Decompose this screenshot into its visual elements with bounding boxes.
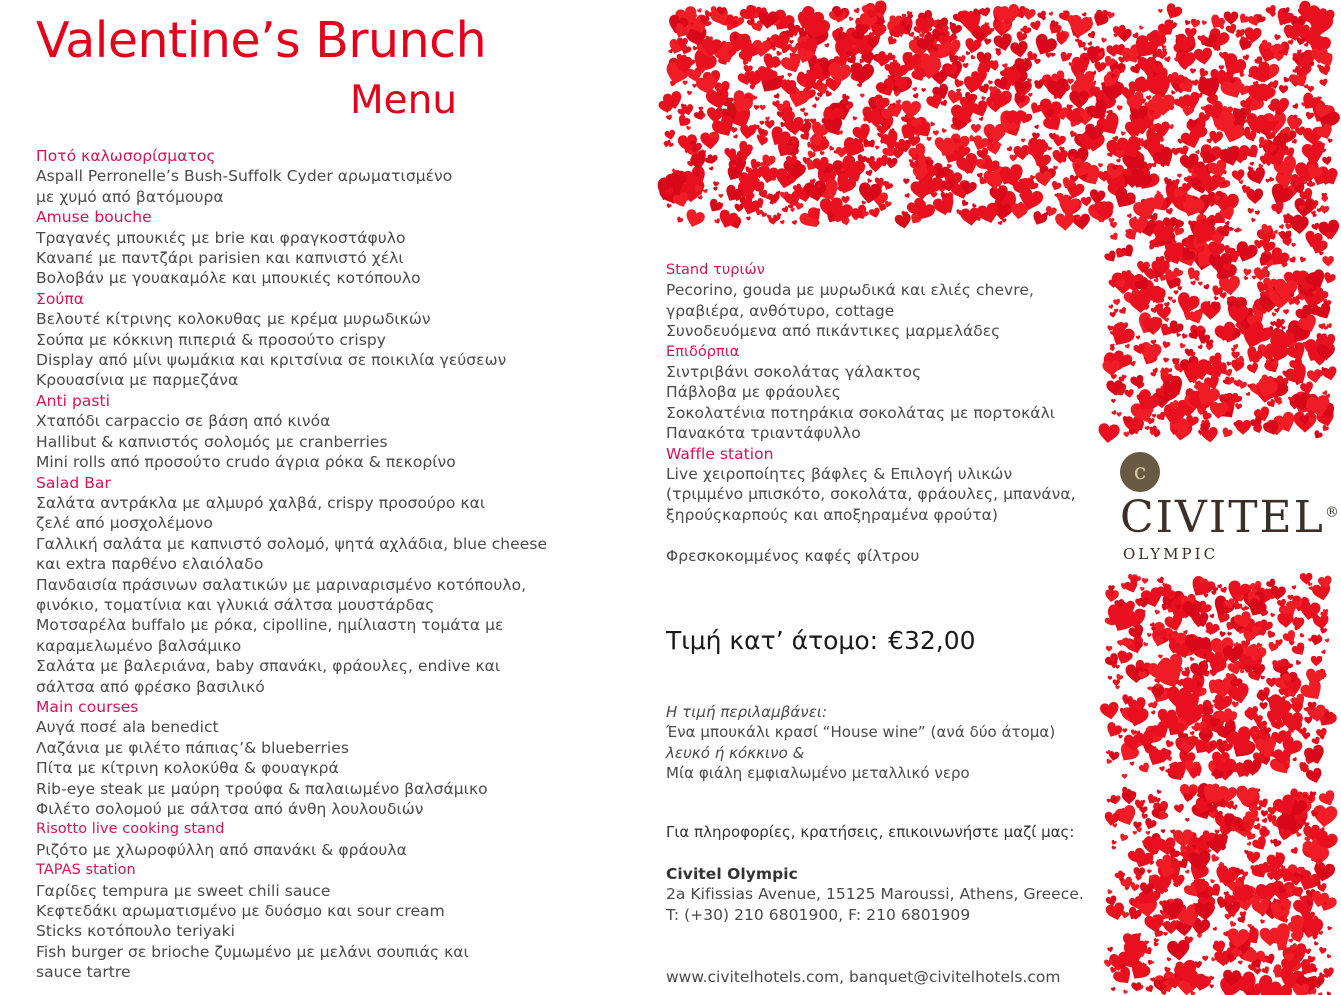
menu-item: Συνοδευόμενα από πικάντικες μαρμελάδες xyxy=(666,322,1001,341)
menu-item: Sticks κοτόπουλο teriyaki xyxy=(36,922,236,941)
menu-item: Aspall Perronelle’s Bush-Suffolk Cyder αρωματισμένο xyxy=(36,167,453,186)
menu-item: καραμελωμένο βαλσάμικο xyxy=(36,636,242,655)
menu-item: Μοτσαρέλα buffalo με ρόκα, cipolline, ημίλιαστη τομάτα με xyxy=(36,616,504,635)
price-line xyxy=(666,626,976,655)
menu-item: Σιντριβάνι σοκολάτας γάλακτος xyxy=(666,363,922,382)
menu-title: Valentine’s Brunch xyxy=(36,12,487,69)
menu-item: Ριζότο με χλωροφύλλη από σπανάκι & φράουλα xyxy=(36,840,407,859)
menu-section-heading: Main courses xyxy=(36,697,139,716)
hotel-address: 2a Kifissias Avenue, 15125 Maroussi, Athens, Greece. xyxy=(666,885,1084,904)
left-menu-column xyxy=(36,146,596,983)
menu-item: Χταπόδι carpaccio σε βάση από κινόα xyxy=(36,412,331,431)
logo-registered: ® xyxy=(1324,504,1341,521)
menu-item: Λαζάνια με φιλέτο πάπιας’& blueberries xyxy=(36,738,349,757)
menu-item: Σαλάτα αντράκλα με αλμυρό χαλβά, crispy προσούρο και xyxy=(36,493,486,512)
menu-section-heading: Επιδόρπια xyxy=(666,343,740,360)
menu-item: sauce tartre xyxy=(36,963,131,982)
civitel-logo xyxy=(1120,452,1341,564)
menu-item: Κεφτεδάκι αρωματισμένο με δυόσμο και sour cream xyxy=(36,902,445,921)
hearts-pattern xyxy=(1108,790,1330,995)
menu-item: σάλτσα από φρέσκο βασιλικό xyxy=(36,677,265,696)
menu-item: Γαλλική σαλάτα με καπνιστό σολομό, ψητά αχλάδια, blue cheese xyxy=(36,534,548,553)
menu-item: Σοκολατένια ποτηράκια σοκολάτας με πορτοκάλι xyxy=(666,403,1056,422)
spacer xyxy=(666,525,1096,545)
right-menu-column xyxy=(666,260,1096,566)
menu-item: Πανακότα τριαντάφυλλο xyxy=(666,424,861,443)
menu-section-heading: Waffle station xyxy=(666,444,774,463)
menu-item: Τραγανές μπουκιές με brie και φραγκοστάφυλο xyxy=(36,228,406,247)
menu-item: Φιλέτο σολομού με σάλτσα από άνθη λουλουδιών xyxy=(36,800,424,818)
hotel-name: Civitel Olympic xyxy=(666,865,798,883)
web-and-email: www.civitelhotels.com, banquet@civitelhotels.com xyxy=(666,968,1061,986)
price-label: Τιμή κατ’ άτομο: xyxy=(666,626,879,655)
hearts-pattern xyxy=(1108,577,1330,777)
menu-section-heading: Σούπα xyxy=(36,289,85,308)
menu-item: Κρουασίνια με παρμεζάνα xyxy=(36,371,239,390)
menu-item: και extra παρθένο ελαιόλαδο xyxy=(36,555,264,574)
menu-section-heading: Anti pasti xyxy=(36,391,111,410)
menu-item: Πίτα με κίτρινη κολοκύθα & φουαγκρά xyxy=(36,759,339,778)
menu-item: με χυμό από βατόμουρα xyxy=(36,187,224,206)
includes-line: Ένα μπουκάλι κρασί “House wine” (ανά δύο άτομα) xyxy=(666,723,1056,742)
includes-line: Μία φιάλη εμφιαλωμένο μεταλλικό νερο xyxy=(666,764,970,783)
menu-item: Φρεσκοκομμένος καφές φίλτρου xyxy=(666,546,920,565)
menu-item: Mini rolls από προσούτο crudo άγρια ρόκα & πεκορίνο xyxy=(36,453,456,472)
includes-line: λευκό ή κόκκινο & xyxy=(666,743,805,762)
menu-item: ζελέ από μοσχολέμονο xyxy=(36,514,213,533)
menu-item: Rib-eye steak με μαύρη τρούφα & παλαιωμένο βαλσάμικο xyxy=(36,779,488,798)
price-amount: €32,00 xyxy=(888,626,976,655)
menu-item: Πανδαισία πράσινων σαλατικών με μαριναρισμένο κοτόπουλο, xyxy=(36,575,527,594)
menu-item: Βελουτέ κίτρινης κολοκυθας με κρέμα μυρωδικών xyxy=(36,310,431,329)
hearts-pattern xyxy=(666,10,1330,223)
logo-wordmark xyxy=(1120,492,1341,543)
menu-item: Βολοβάν με γουακαμόλε και μπουκιές κοτόπουλο xyxy=(36,269,421,288)
menu-section-heading: Risotto live cooking stand xyxy=(36,821,225,838)
menu-item: (τριμμένο μπισκότο, σοκολάτα, φράουλες, μπανάνα, xyxy=(666,485,1076,504)
menu-item: Σαλάτα με βαλεριάνα, baby σπανάκι, φράουλες, endive και xyxy=(36,657,501,676)
hotel-contact xyxy=(666,864,1084,925)
includes-block xyxy=(666,702,1055,784)
menu-item: Live χειροποίητες βάφλες & Επιλογή υλικών xyxy=(666,465,1013,484)
menu-item: Display από μίνι ψωμάκια και κριτσίνια σε ποικιλία γεύσεων xyxy=(36,351,507,370)
menu-section-heading: Stand τυριών xyxy=(666,262,765,278)
menu-item: Σούπα με κόκκινη πιπεριά & προσούτο crispy xyxy=(36,330,387,349)
menu-item: Αυγά ποσέ ala benedict xyxy=(36,718,219,737)
hotel-phone: T: (+30) 210 6801900, F: 210 6801909 xyxy=(666,905,971,924)
menu-section-heading: Salad Bar xyxy=(36,473,111,492)
menu-item: φινόκιο, τοματίνια και γλυκιά σάλτσα μουστάρδας xyxy=(36,595,435,614)
logo-word: CIVITEL xyxy=(1120,492,1325,543)
contact-lead: Για πληροφορίες, κρατήσεις, επικοινωνήστε μαζί μας: xyxy=(666,823,1075,841)
hearts-pattern xyxy=(1108,223,1330,435)
menu-item: Hallibut & καπνιστός σολομός με cranberries xyxy=(36,432,388,451)
menu-section-heading: Ποτό καλωσορίσματος xyxy=(36,147,216,165)
menu-section-heading: TAPAS station xyxy=(36,862,136,879)
logo-subtitle: OLYMPIC xyxy=(1123,545,1219,563)
menu-item: ξηρούςκαρπούς και αποξηραμένα φρούτα) xyxy=(666,505,998,524)
menu-item: Κανапέ με παντζάρι parisien και καπνιστό χέλι xyxy=(36,249,404,268)
menu-item: Γαρίδες tempura με sweet chili sauce xyxy=(36,881,331,900)
menu-item: Πάβλοβα με φράουλες xyxy=(666,383,841,402)
menu-section-heading: Amuse bouche xyxy=(36,208,152,227)
menu-item: Pecorino, gouda με μυρωδικά και ελιές chevre, xyxy=(666,281,1034,300)
menu-subtitle: Menu xyxy=(350,78,458,123)
includes-lead: Η τιμή περιλαμβάνει: xyxy=(666,703,828,721)
logo-badge-icon: c xyxy=(1120,452,1160,492)
menu-item: Fish burger σε brioche ζυμωμένο με μελάνι σουπιάς και xyxy=(36,942,469,961)
menu-item: γραβιέρα, ανθότυρο, cottage xyxy=(666,301,895,320)
